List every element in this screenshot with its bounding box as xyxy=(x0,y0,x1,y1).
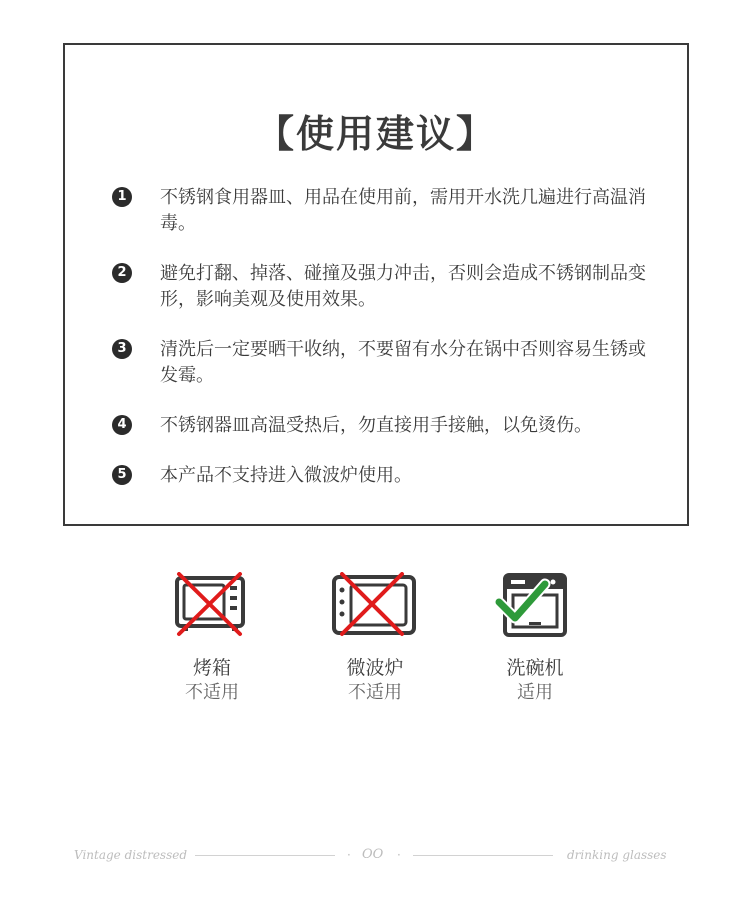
dishwasher-icon xyxy=(493,572,577,638)
footer-left-text: Vintage distressed xyxy=(74,848,188,862)
appliance-microwave xyxy=(305,572,445,706)
appliance-name: 微波炉 xyxy=(346,657,404,679)
tip-number-badge: 1 xyxy=(112,187,132,207)
tip-text: 本产品不支持进入微波炉使用。 xyxy=(160,465,412,486)
appliance-status: 适用 xyxy=(517,682,553,703)
footer-dot: · xyxy=(347,848,351,862)
tip-number-badge: 3 xyxy=(112,339,132,359)
tip-number-badge: 4 xyxy=(112,415,132,435)
footer-logo-mark: OO xyxy=(362,847,384,862)
tip-text: 清洗后一定要晒干收纳，不要留有水分在锅中否则容易生锈或发霉。 xyxy=(160,339,646,386)
footer-right-text: drinking glasses xyxy=(567,848,667,862)
usage-tips-card xyxy=(63,43,689,526)
tip-text: 不锈钢器皿高温受热后，勿直接用手接触，以免烫伤。 xyxy=(160,415,592,436)
tip-number-badge: 5 xyxy=(112,465,132,485)
appliance-status: 不适用 xyxy=(348,682,402,703)
appliance-dishwasher xyxy=(465,572,605,706)
appliance-name: 洗碗机 xyxy=(506,657,564,679)
footer-dot: · xyxy=(397,848,401,862)
tip-number-badge: 2 xyxy=(112,263,132,283)
microwave-icon xyxy=(330,572,420,638)
oven-icon xyxy=(172,572,252,638)
tip-text: 避免打翻、掉落、碰撞及强力冲击，否则会造成不锈钢制品变形，影响美观及使用效果。 xyxy=(160,263,646,310)
footer xyxy=(0,845,750,867)
footer-divider xyxy=(413,855,553,856)
appliance-name: 烤箱 xyxy=(192,657,231,679)
footer-divider xyxy=(195,855,335,856)
tip-text: 不锈钢食用器皿、用品在使用前，需用开水洗几遍进行高温消毒。 xyxy=(160,187,646,234)
appliance-status: 不适用 xyxy=(185,682,239,703)
card-title: 【使用建议】 xyxy=(255,112,496,156)
appliance-oven xyxy=(142,572,282,706)
